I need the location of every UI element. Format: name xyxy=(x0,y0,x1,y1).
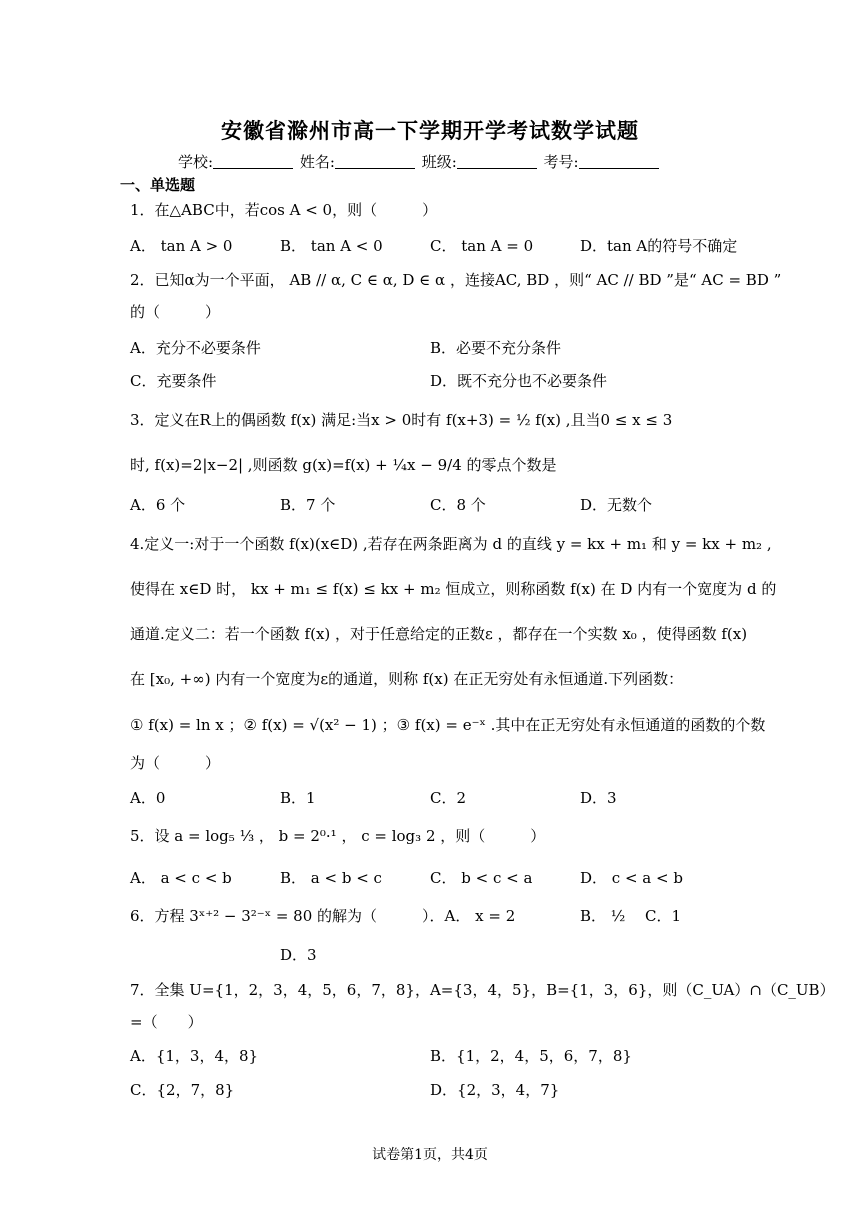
question-6-option-c: C．1 xyxy=(645,907,682,925)
question-2-stem-line1: 2．已知α为一个平面， AB // α, C ∈ α, D ∈ α ，连接AC, BD ，则“ AC // BD ”是“ AC = BD ” xyxy=(130,271,782,289)
question-5-option-b: B． a < b < c xyxy=(280,869,382,887)
question-1-option-d: D．tan A的符号不确定 xyxy=(580,237,738,255)
question-4-line5: ① f(x) = ln x ；② f(x) = √(x² − 1) ；③ f(x) = e⁻ˣ .其中在正无穷处有永恒通道的函数的个数 xyxy=(130,716,766,734)
exam-no-blank xyxy=(579,154,659,169)
question-7-option-c: C．{2，7，8} xyxy=(130,1081,235,1099)
question-1-stem: 1．在△ABC中，若cos A < 0，则（ ） xyxy=(130,201,438,219)
question-1-option-c: C． tan A = 0 xyxy=(430,237,534,255)
question-3-option-a: A．6 个 xyxy=(130,496,186,514)
question-4-line3: 通道.定义二：若一个函数 f(x) ，对于任意给定的正数ε ，都存在一个实数 x₀ ，使得函数 f(x) xyxy=(130,625,748,643)
school-label: 学校: xyxy=(178,153,214,171)
question-3-stem-line1: 3．定义在R上的偶函数 f(x) 满足:当x > 0时有 f(x+3) = ½ f(x) ,且当0 ≤ x ≤ 3 xyxy=(130,411,673,429)
question-7-option-d: D．{2，3，4，7} xyxy=(430,1081,560,1099)
question-3-option-b: B．7 个 xyxy=(280,496,336,514)
page-title: 安徽省滁州市高一下学期开学考试数学试题 xyxy=(221,119,639,143)
name-blank xyxy=(335,154,415,169)
question-5-stem: 5．设 a = log₅ ⅓ ， b = 2⁰·¹ ， c = log₃ 2 ，则（ ） xyxy=(130,827,546,845)
exam-no-label: 考号: xyxy=(543,153,579,171)
question-3-option-d: D．无数个 xyxy=(580,496,653,514)
question-4-option-b: B．1 xyxy=(280,789,316,807)
section-heading: 一、单选题 xyxy=(120,176,196,194)
student-info-row xyxy=(178,151,661,172)
question-4-option-a: A．0 xyxy=(130,789,166,807)
question-7-stem-line2: =（ ） xyxy=(130,1013,203,1031)
question-1-option-b: B． tan A < 0 xyxy=(280,237,383,255)
question-6-stem: 6．方程 3ˣ⁺² − 3²⁻ˣ = 80 的解为（ ）．A． x = 2 xyxy=(130,907,516,925)
school-blank xyxy=(213,154,293,169)
class-label: 班级: xyxy=(421,153,457,171)
question-1-option-a: A． tan A > 0 xyxy=(130,237,233,255)
question-3-stem-line2: 时, f(x)=2|x−2| ,则函数 g(x)=f(x) + ¼x − 9/4 的零点个数是 xyxy=(130,456,557,474)
question-4-line1: 4.定义一:对于一个函数 f(x)(x∈D) ,若存在两条距离为 d 的直线 y = kx + m₁ 和 y = kx + m₂ , xyxy=(130,535,772,553)
question-2-option-a: A．充分不必要条件 xyxy=(130,339,261,357)
question-5-option-d: D． c < a < b xyxy=(580,869,683,887)
question-4-option-d: D．3 xyxy=(580,789,617,807)
question-7-stem-line1: 7．全集 U={1，2，3，4，5，6，7，8}，A={3，4，5}，B={1，3，6}，则（C_UA）∩（C_UB） xyxy=(130,981,835,999)
question-4-option-c: C．2 xyxy=(430,789,467,807)
question-4-line6: 为（ ） xyxy=(130,754,221,772)
question-5-option-c: C． b < c < a xyxy=(430,869,533,887)
question-2-option-c: C．充要条件 xyxy=(130,372,217,390)
page-footer: 试卷第1页，共4页 xyxy=(372,1147,488,1163)
question-4-line2: 使得在 x∈D 时， kx + m₁ ≤ f(x) ≤ kx + m₂ 恒成立，则称函数 f(x) 在 D 内有一个宽度为 d 的 xyxy=(130,580,777,598)
question-2-option-b: B．必要不充分条件 xyxy=(430,339,562,357)
question-6-option-b: B． ½ xyxy=(580,907,626,925)
question-6-option-d: D．3 xyxy=(280,946,317,964)
question-7-option-b: B．{1，2，4，5，6，7，8} xyxy=(430,1047,632,1065)
question-2-stem-line2: 的（ ） xyxy=(130,303,221,321)
class-blank xyxy=(457,154,537,169)
name-label: 姓名: xyxy=(299,153,335,171)
question-5-option-a: A． a < c < b xyxy=(130,869,232,887)
question-2-option-d: D．既不充分也不必要条件 xyxy=(430,372,608,390)
question-4-line4: 在 [x₀, +∞) 内有一个宽度为ε的通道，则称 f(x) 在正无穷处有永恒通道.下列函数： xyxy=(130,670,684,688)
question-3-option-c: C．8 个 xyxy=(430,496,486,514)
question-7-option-a: A．{1，3，4，8} xyxy=(130,1047,259,1065)
